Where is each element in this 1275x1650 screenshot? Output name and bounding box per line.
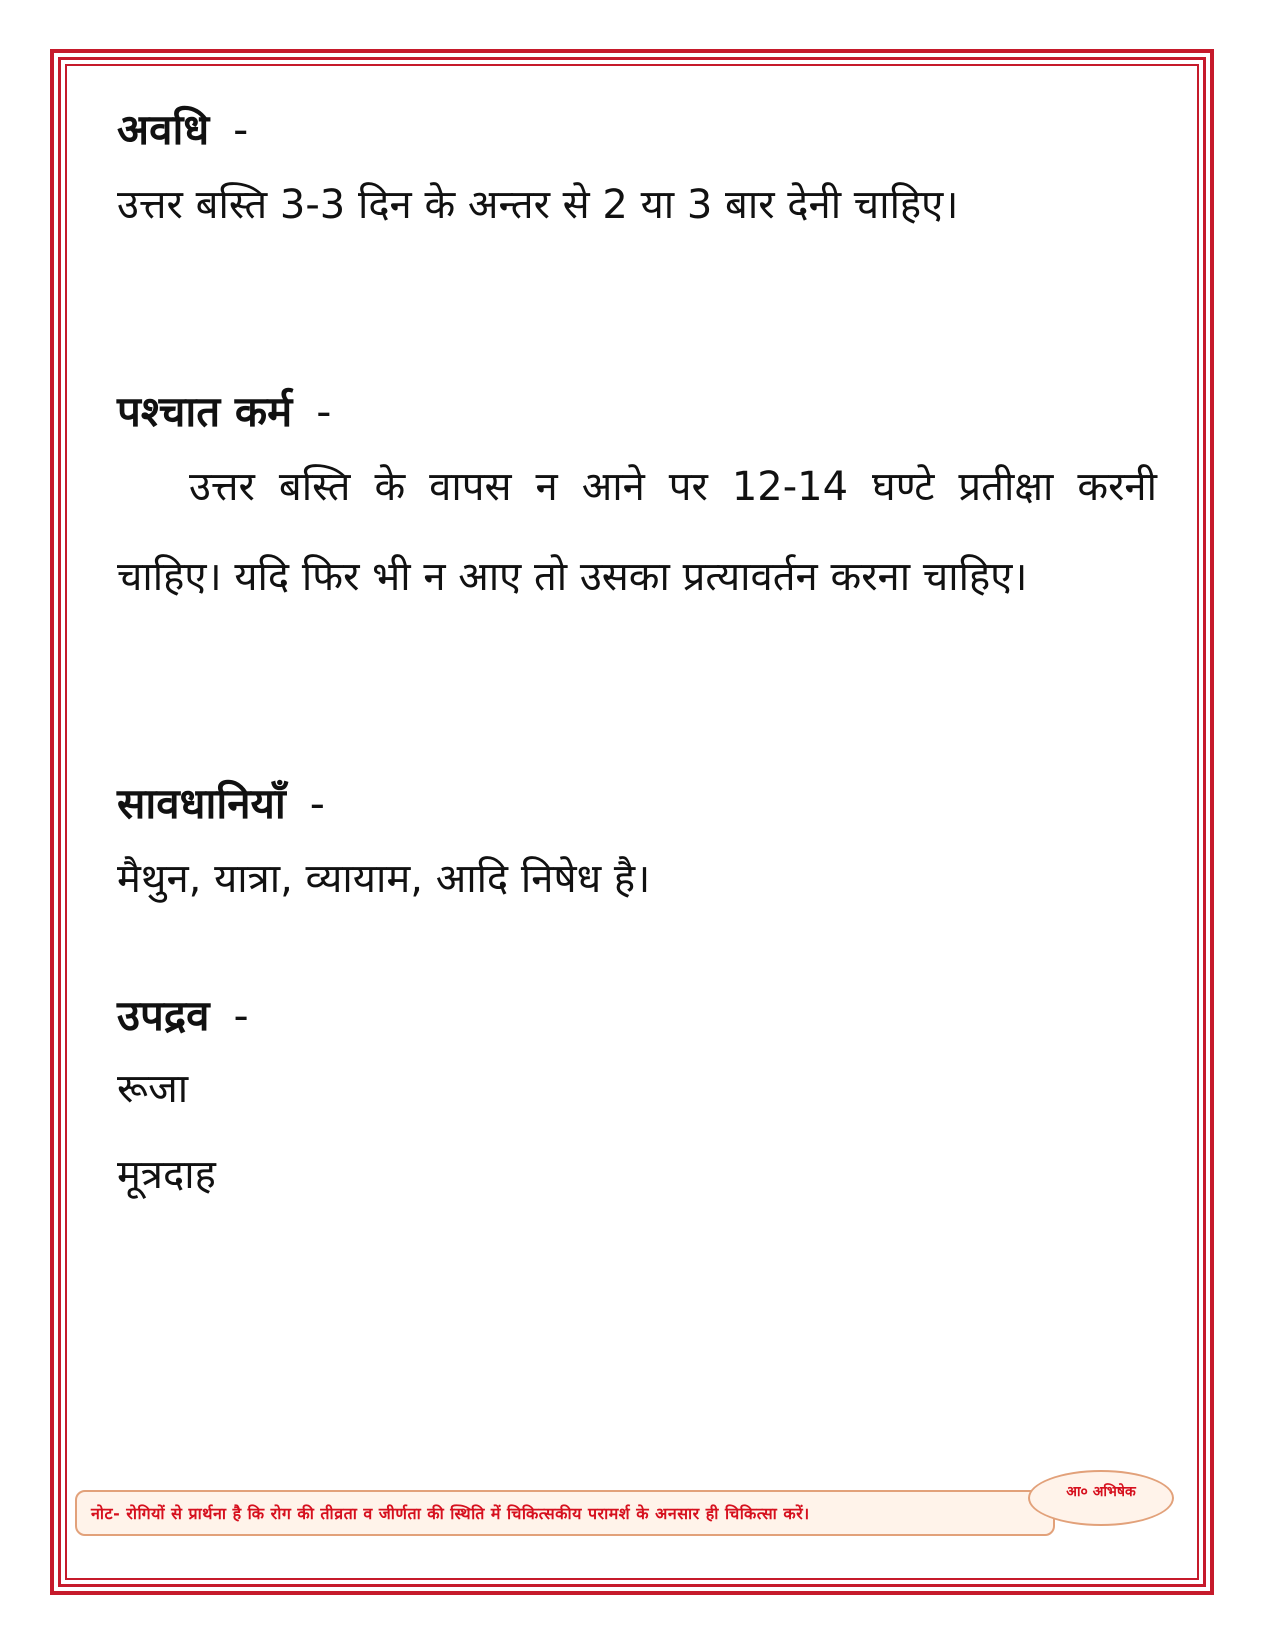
footer-note-text: नोट- रोगियों से प्रार्थना है कि रोग की तीव्रता व जीर्णता की स्थिति में चिकित्सकीय परामर्श के अनसार ही चिकित्सा करें। xyxy=(91,1504,810,1523)
section-text: उत्तर बस्ति 3-3 दिन के अन्तर से 2 या 3 बार देनी चाहिए। xyxy=(117,182,959,228)
section-text: उत्तर बस्ति के वापस न आने पर 12-14 घण्टे प्रतीक्षा करनी चाहिए। यदि फिर भी न आए तो उसका प्रत्यावर्तन करना चाहिए। xyxy=(117,464,1157,600)
signature-badge xyxy=(1028,1470,1174,1526)
footer-note-bar xyxy=(75,1490,1055,1536)
section-heading: अवधि - xyxy=(117,105,249,154)
list-item: मूत्रदाह xyxy=(117,1152,216,1198)
signature-text: आ० अभिषेक xyxy=(1066,1484,1136,1500)
section-complications xyxy=(117,986,1157,1218)
section-precautions xyxy=(117,774,1157,964)
section-heading: सावधानियाँ - xyxy=(117,779,325,828)
section-duration xyxy=(117,100,1157,360)
section-text: मैथुन, यात्रा, व्यायाम, आदि निषेध है। xyxy=(117,856,651,902)
list-item: रूजा xyxy=(117,1066,189,1112)
section-heading: पश्चात कर्म - xyxy=(117,387,332,436)
section-heading: उपद्रव - xyxy=(117,991,249,1040)
section-post-procedure xyxy=(117,382,1157,752)
page-content xyxy=(117,100,1157,1240)
